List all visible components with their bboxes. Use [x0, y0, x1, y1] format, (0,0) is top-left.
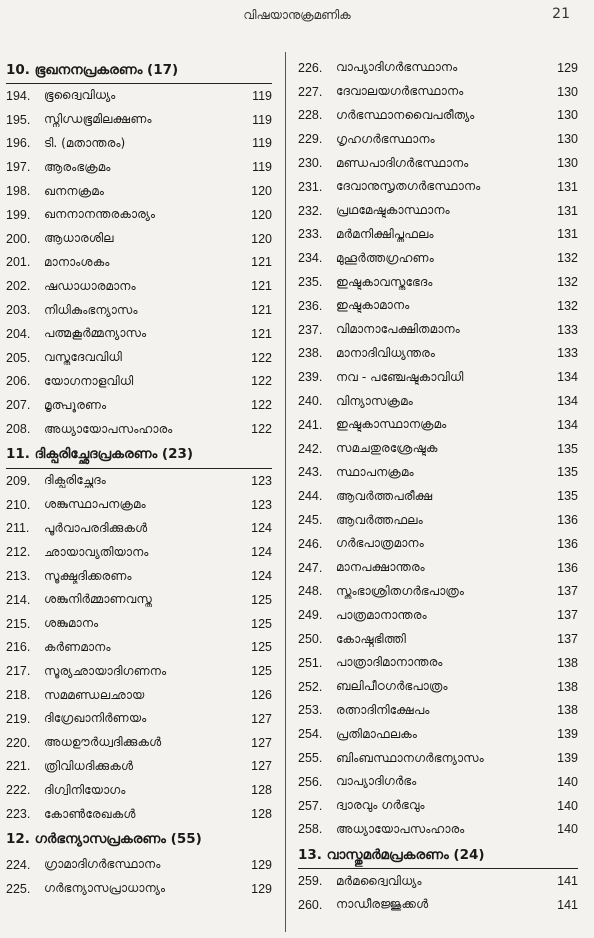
entry-title: അധഊർധ്വദിക്കുകൾ	[44, 735, 162, 750]
entry-title: മർമദ്വൈവിധ്യം	[336, 873, 422, 888]
entry-page: 125	[251, 616, 272, 631]
entry-number: 225.	[6, 881, 31, 896]
section-heading: 10. ഭൂഖനനപ്രകരണം (17)	[6, 56, 272, 84]
toc-entry	[6, 612, 272, 636]
entry-title: ദിഗ്വിനിയോഗം	[44, 782, 126, 797]
toc-entry	[298, 508, 578, 532]
entry-title: ദേവാനുസൃതഗർഭസ്ഥാനം	[336, 179, 481, 194]
toc-entry	[298, 627, 578, 651]
entry-title: സമമണ്ഡലഛായ	[44, 687, 145, 702]
entry-page: 128	[251, 783, 272, 798]
entry-number: 221.	[6, 759, 31, 774]
entry-page: 122	[251, 422, 272, 437]
toc-entry	[298, 437, 578, 461]
toc-entry	[6, 322, 272, 346]
entry-page: 138	[557, 655, 578, 670]
entry-number: 229.	[298, 132, 323, 147]
entry-title: ആവർത്തഫലം	[336, 512, 423, 527]
entry-number: 226.	[298, 60, 323, 75]
entry-number: 214.	[6, 592, 31, 607]
entry-title: ശങ്കുമാനം	[44, 616, 99, 631]
toc-entry	[6, 469, 272, 493]
entry-title: സ്തംഭാശ്രിതഗർഭപാത്രം	[336, 583, 465, 598]
entry-number: 255.	[298, 751, 323, 765]
toc-entry	[6, 636, 272, 660]
entry-title: കോഷ്ഠഭിത്തി	[336, 631, 406, 646]
toc-entry	[6, 877, 272, 901]
toc-entry	[298, 532, 578, 556]
entry-page: 120	[251, 184, 272, 199]
toc-left-column	[6, 56, 272, 901]
entry-page: 123	[251, 473, 272, 488]
toc-entry	[6, 346, 272, 370]
entry-title: കർണമാനം	[44, 639, 111, 654]
entry-page: 133	[557, 346, 578, 361]
entry-number: 252.	[298, 679, 323, 694]
entry-number: 240.	[298, 394, 323, 409]
entry-title: മൃത്പൂരണം	[44, 397, 107, 412]
entry-page: 123	[251, 497, 272, 512]
entry-page: 122	[251, 398, 272, 413]
entry-number: 258.	[298, 822, 323, 837]
entry-page: 122	[251, 374, 272, 389]
page-number: 21	[552, 6, 570, 22]
entry-number: 245.	[298, 513, 323, 528]
entry-title: ഭൂദ്വൈവിധ്യം	[44, 88, 116, 103]
running-title: വിഷയാനുക്രമണിക	[243, 8, 351, 22]
entry-number: 201.	[6, 255, 31, 270]
toc-entry	[298, 461, 578, 485]
entry-page: 135	[557, 441, 578, 456]
entry-title: ഗർഭസ്ഥാനവൈപരീത്യം	[336, 107, 475, 122]
entry-number: 241.	[298, 417, 323, 432]
entry-number: 215.	[6, 616, 31, 631]
entry-number: 249.	[298, 608, 323, 623]
entry-title: ഇഷ്ടകാസ്ഥാനക്രമം	[336, 417, 447, 432]
toc-entry	[6, 564, 272, 588]
entry-title: വസ്തുദേവവിധി	[44, 350, 122, 365]
entry-title: ഗർഭപാത്രമാനം	[336, 536, 424, 551]
entry-number: 219.	[6, 711, 31, 726]
entry-page: 140	[557, 798, 578, 813]
entry-page: 128	[251, 807, 272, 821]
entry-number: 208.	[6, 422, 31, 437]
toc-entry	[6, 588, 272, 612]
entry-number: 251.	[298, 655, 323, 670]
entry-title: ബലിപീഠഗർഭപാത്രം	[336, 679, 448, 694]
toc-entry	[6, 155, 272, 179]
toc-entry	[6, 179, 272, 203]
entry-page: 133	[557, 322, 578, 337]
entry-number: 250.	[298, 632, 323, 647]
entry-number: 239.	[298, 370, 323, 385]
toc-entry	[6, 227, 272, 251]
entry-page: 134	[557, 370, 578, 385]
entry-number: 257.	[298, 798, 323, 813]
entry-title: ആവർത്തപരീക്ഷ	[336, 488, 433, 503]
toc-entry	[6, 707, 272, 731]
entry-page: 141	[557, 874, 578, 889]
entry-page: 119	[252, 112, 272, 127]
entry-number: 233.	[298, 227, 323, 242]
entry-title: ദേവാലയഗർഭസ്ഥാനം	[336, 84, 464, 99]
entry-number: 260.	[298, 897, 323, 912]
section-heading: 13. വാസ്തുമർമപ്രകരണം (24)	[298, 841, 578, 869]
toc-entry	[298, 651, 578, 675]
entry-title: അധ്യായോപസംഹാരം	[336, 821, 465, 836]
entry-page: 125	[251, 664, 272, 679]
entry-page: 132	[557, 251, 578, 266]
entry-title: പ്രതിമാഫലകം	[336, 726, 417, 741]
entry-page: 136	[557, 560, 578, 575]
entry-title: രത്നാദിനിക്ഷേപം	[336, 702, 430, 717]
toc-entry	[298, 318, 578, 342]
entry-title: ആരംഭക്രമം	[44, 159, 111, 174]
entry-title: യോഗനാളവിധി	[44, 373, 134, 388]
toc-entry	[6, 853, 272, 877]
entry-page: 129	[557, 60, 578, 75]
entry-page: 127	[251, 759, 272, 774]
toc-entry	[6, 778, 272, 802]
entry-title: നിധികുംഭന്യാസം	[44, 302, 138, 317]
entry-page: 124	[251, 521, 272, 536]
entry-title: ബിംബസ്ഥാനഗർഭന്യാസം	[336, 750, 484, 765]
entry-page: 134	[557, 417, 578, 432]
toc-entry	[6, 731, 272, 755]
entry-page: 136	[557, 513, 578, 528]
entry-title: ഗൃഹഗർഭസ്ഥാനം	[336, 131, 435, 146]
entry-number: 216.	[6, 640, 31, 655]
entry-title: നവ - പഞ്ചേഷ്ടകാവിധി	[336, 369, 464, 384]
toc-entry	[6, 802, 272, 826]
entry-title: ദ്വാരവും ഗർഭവും	[336, 798, 425, 813]
entry-title: പാത്രാദിമാനാന്തരം	[336, 655, 443, 670]
entry-page: 125	[251, 640, 272, 655]
entry-page: 121	[251, 326, 272, 341]
entry-title: നാഡീരജ്ജുക്കൾ	[336, 897, 429, 912]
toc-entry	[298, 675, 578, 699]
entry-number: 253.	[298, 703, 323, 718]
entry-page: 132	[557, 298, 578, 313]
entry-number: 197.	[6, 160, 31, 175]
entry-title: സമചതുരശ്രേഷ്ടക	[336, 441, 438, 456]
toc-entry	[6, 203, 272, 227]
entry-number: 200.	[6, 231, 31, 246]
entry-page: 119	[252, 88, 272, 103]
entry-number: 234.	[298, 251, 323, 266]
toc-entry	[6, 251, 272, 275]
entry-title: ദിക്പരിച്ഛേദം	[44, 473, 106, 488]
entry-number: 259.	[298, 874, 323, 889]
entry-title: സ്ഥാപനക്രമം	[336, 464, 414, 479]
entry-page: 119	[252, 136, 272, 151]
entry-title: ഇഷ്ടകാവസ്തുഭേദം	[336, 274, 433, 289]
entry-number: 199.	[6, 207, 31, 222]
entry-page: 139	[557, 727, 578, 742]
toc-entry	[298, 389, 578, 413]
toc-entry	[298, 699, 578, 723]
entry-title: ഇഷ്ടകാമാനം	[336, 298, 410, 313]
toc-entry	[298, 56, 578, 80]
entry-number: 205.	[6, 350, 31, 365]
toc-entry	[6, 517, 272, 541]
toc-entry	[298, 484, 578, 508]
entry-number: 204.	[6, 326, 31, 341]
entry-number: 247.	[298, 560, 323, 575]
entry-title: ഛായാവ്യതിയാനം	[44, 544, 149, 559]
entry-page: 137	[557, 584, 578, 599]
entry-number: 218.	[6, 688, 31, 703]
toc-entry	[298, 794, 578, 818]
entry-number: 230.	[298, 156, 323, 171]
toc-entry	[298, 770, 578, 794]
toc-entry	[298, 603, 578, 627]
entry-title: അധ്യായോപസംഹാരം	[44, 421, 173, 436]
entry-number: 242.	[298, 441, 323, 456]
entry-title: ഖനനാനന്തരകാര്യം	[44, 207, 156, 222]
toc-entry	[6, 755, 272, 779]
entry-number: 212.	[6, 545, 31, 560]
entry-page: 121	[251, 279, 272, 294]
entry-page: 119	[252, 160, 272, 175]
toc-entry	[298, 413, 578, 437]
toc-entry	[298, 80, 578, 104]
entry-number: 194.	[6, 88, 31, 103]
toc-entry	[298, 556, 578, 580]
toc-entry	[6, 493, 272, 517]
entry-number: 232.	[298, 203, 323, 218]
entry-title: സൂര്യഛായാദിഗണനം	[44, 663, 167, 678]
toc-entry	[298, 199, 578, 223]
toc-entry	[298, 223, 578, 247]
entry-number: 220.	[6, 735, 31, 750]
toc-entry	[298, 818, 578, 842]
column-divider	[285, 52, 286, 932]
entry-title: ത്രിവിധദിക്കുകൾ	[44, 758, 134, 773]
toc-entry	[298, 151, 578, 175]
entry-page: 127	[251, 735, 272, 750]
toc-entry	[6, 108, 272, 132]
entry-number: 243.	[298, 465, 323, 480]
entry-number: 202.	[6, 279, 31, 294]
entry-title: മാനാദിവിധ്യന്തരം	[336, 345, 435, 360]
entry-title: വാപ്യാദിഗർഭസ്ഥാനം	[336, 60, 458, 75]
toc-entry	[298, 294, 578, 318]
toc-entry	[298, 746, 578, 770]
entry-title: ഗ്രാമാദിഗർഭസ്ഥാനം	[44, 857, 161, 872]
entry-number: 244.	[298, 489, 323, 504]
entry-page: 138	[557, 703, 578, 718]
toc-entry	[298, 246, 578, 270]
entry-number: 213.	[6, 569, 31, 584]
entry-number: 207.	[6, 398, 31, 413]
entry-title: ഷഡാധാരമാനം	[44, 278, 136, 293]
toc-entry	[298, 270, 578, 294]
entry-title: വിമാനാപേക്ഷിതമാനം	[336, 322, 460, 337]
toc-entry	[6, 84, 272, 108]
entry-page: 139	[557, 751, 578, 765]
entry-number: 211.	[6, 521, 30, 536]
entry-number: 246.	[298, 536, 323, 551]
entry-number: 223.	[6, 807, 31, 821]
toc-entry	[6, 659, 272, 683]
entry-page: 140	[557, 822, 578, 837]
entry-page: 136	[557, 536, 578, 551]
toc-entry	[6, 417, 272, 441]
entry-page: 131	[557, 227, 578, 242]
entry-page: 135	[557, 489, 578, 504]
entry-title: ടി. (മതാന്തരം)	[44, 135, 126, 150]
entry-page: 130	[557, 84, 578, 99]
entry-title: സൂക്ഷ്മദിക്കരണം	[44, 568, 132, 583]
entry-page: 134	[557, 394, 578, 409]
entry-number: 206.	[6, 374, 31, 389]
entry-number: 237.	[298, 322, 323, 337]
entry-page: 132	[557, 275, 578, 290]
entry-page: 129	[251, 881, 272, 896]
entry-number: 238.	[298, 346, 323, 361]
entry-page: 120	[251, 231, 272, 246]
entry-page: 131	[557, 179, 578, 194]
entry-page: 127	[251, 711, 272, 726]
entry-title: പ്രഥമേഷ്ടകാസ്ഥാനം	[336, 203, 450, 218]
toc-right-column	[298, 56, 578, 917]
entry-number: 198.	[6, 184, 31, 199]
toc-entry	[6, 370, 272, 394]
entry-title: കോൺരേഖകൾ	[44, 806, 136, 821]
entry-page: 120	[251, 207, 272, 222]
entry-number: 195.	[6, 112, 31, 127]
entry-number: 210.	[6, 497, 31, 512]
entry-title: മുഹൂർത്തഗ്രഹണം	[336, 250, 434, 265]
toc-entry	[298, 104, 578, 128]
entry-page: 122	[251, 350, 272, 365]
entry-number: 231.	[298, 179, 323, 194]
section-heading: 12. ഗർഭന്യാസപ്രകരണം (55)	[6, 831, 202, 848]
entry-title: പൂർവാപരദിക്കുകൾ	[44, 520, 148, 535]
toc-entry	[298, 342, 578, 366]
entry-page: 129	[251, 857, 272, 872]
entry-page: 124	[251, 545, 272, 560]
entry-title: ശങ്കുസ്ഥാപനക്രമം	[44, 497, 146, 512]
toc-entry	[298, 580, 578, 604]
toc-entry	[6, 274, 272, 298]
toc-entry	[6, 540, 272, 564]
entry-title: മർമനിക്ഷിപ്തഫലം	[336, 226, 434, 241]
entry-title: ദിഗ്രേഖാനിർണയം	[44, 711, 147, 726]
toc-entry	[6, 393, 272, 417]
entry-page: 135	[557, 465, 578, 480]
entry-title: പത്മകൂർമ്മന്യാസം	[44, 326, 147, 341]
section-heading: 11. ദിക്പരിച്ഛേദപ്രകരണം (23)	[6, 441, 272, 469]
entry-title: വിന്യാസക്രമം	[336, 393, 413, 408]
entry-page: 130	[557, 108, 578, 123]
entry-number: 236.	[298, 298, 323, 313]
entry-number: 209.	[6, 473, 31, 488]
entry-page: 137	[557, 632, 578, 647]
entry-title: പാത്രമാനാന്തരം	[336, 607, 427, 622]
entry-page: 124	[251, 569, 272, 584]
entry-title: മണ്ഡപാദിഗർഭസ്ഥാനം	[336, 155, 469, 170]
entry-title: മാനാംശകം	[44, 254, 110, 269]
toc-entry	[298, 365, 578, 389]
toc-entry	[298, 869, 578, 893]
toc-entry	[298, 175, 578, 199]
entry-title: ആധാരശില	[44, 231, 114, 246]
entry-page: 140	[557, 774, 578, 789]
entry-number: 224.	[6, 857, 31, 872]
entry-number: 227.	[298, 84, 323, 99]
entry-number: 217.	[6, 664, 31, 679]
entry-title: ശങ്കുനിർമ്മാണവസ്തു	[44, 592, 153, 607]
entry-number: 228.	[298, 108, 323, 123]
entry-page: 138	[557, 679, 578, 694]
entry-page: 121	[251, 303, 272, 318]
entry-title: വാപ്യാദിഗർഭം	[336, 774, 417, 789]
toc-entry	[298, 127, 578, 151]
entry-title: ഗർഭന്യാസപ്രാധാന്യം	[44, 881, 166, 896]
entry-number: 203.	[6, 303, 31, 318]
entry-page: 125	[251, 592, 272, 607]
entry-title: മാനപക്ഷാന്തരം	[336, 560, 425, 575]
entry-number: 235.	[298, 275, 323, 290]
entry-title: ഖനനക്രമം	[44, 183, 104, 198]
entry-page: 121	[251, 255, 272, 270]
entry-page: 131	[557, 203, 578, 218]
entry-number: 248.	[298, 584, 323, 599]
entry-page: 126	[251, 688, 272, 703]
toc-entry	[6, 132, 272, 156]
toc-entry	[298, 893, 578, 917]
entry-number: 254.	[298, 727, 323, 742]
entry-number: 222.	[6, 783, 31, 798]
entry-number: 196.	[6, 136, 31, 151]
entry-page: 137	[557, 608, 578, 623]
entry-page: 130	[557, 156, 578, 171]
toc-entry	[6, 683, 272, 707]
entry-page: 141	[557, 897, 578, 912]
entry-title: സ്നിഗ്ധഭൂമിലക്ഷണം	[44, 112, 152, 127]
page-header	[0, 0, 594, 38]
toc-entry	[6, 298, 272, 322]
entry-page: 130	[557, 132, 578, 147]
entry-number: 256.	[298, 774, 323, 789]
toc-entry	[298, 722, 578, 746]
